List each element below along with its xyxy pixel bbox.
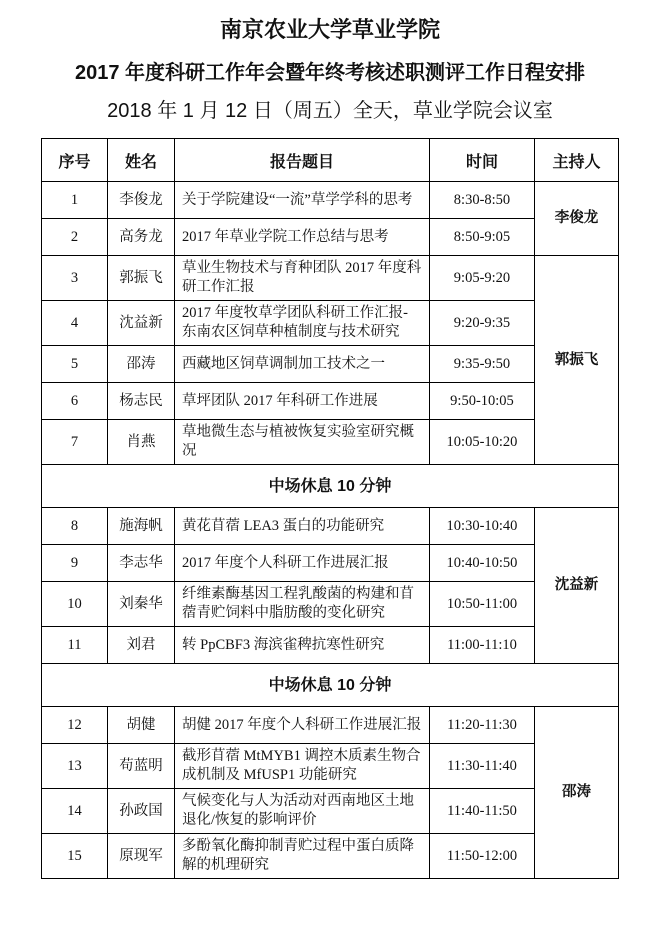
row-number-cell: 13: [42, 744, 108, 789]
row-number-cell: 12: [42, 707, 108, 744]
table-row: [42, 789, 619, 834]
table-row: [42, 545, 619, 582]
row-number-cell: 9: [42, 545, 108, 582]
row-number-cell: 5: [42, 346, 108, 383]
row-number-cell: 6: [42, 383, 108, 420]
host-cell: 李俊龙: [535, 182, 619, 256]
name-cell: 邵涛: [108, 346, 175, 383]
name-cell: 郭振飞: [108, 256, 175, 301]
topic-cell: 气候变化与人为活动对西南地区土地退化/恢复的影响评价: [175, 789, 430, 834]
name-cell: 胡健: [108, 707, 175, 744]
topic-cell: 多酚氧化酶抑制青贮过程中蛋白质降解的机理研究: [175, 834, 430, 879]
host-cell: 郭振飞: [535, 256, 619, 465]
name-cell: 沈益新: [108, 301, 175, 346]
break-label: 中场休息 10 分钟: [42, 465, 619, 508]
row-number-cell: 2: [42, 219, 108, 256]
name-cell: 刘秦华: [108, 582, 175, 627]
row-number-cell: 15: [42, 834, 108, 879]
time-cell: 8:30-8:50: [430, 182, 535, 219]
table-row: [42, 508, 619, 545]
time-cell: 11:50-12:00: [430, 834, 535, 879]
topic-cell: 草业生物技术与育种团队 2017 年度科研工作汇报: [175, 256, 430, 301]
row-number-cell: 14: [42, 789, 108, 834]
row-number-cell: 8: [42, 508, 108, 545]
topic-cell: 2017 年度牧草学团队科研工作汇报-东南农区饲草种植制度与技术研究: [175, 301, 430, 346]
table-row: [42, 420, 619, 465]
row-number-cell: 4: [42, 301, 108, 346]
row-number-cell: 1: [42, 182, 108, 219]
topic-cell: 草地微生态与植被恢复实验室研究概况: [175, 420, 430, 465]
schedule-table: [41, 138, 619, 879]
time-cell: 11:20-11:30: [430, 707, 535, 744]
break-row: [42, 465, 619, 508]
time-cell: 9:20-9:35: [430, 301, 535, 346]
row-number-cell: 10: [42, 582, 108, 627]
name-cell: 高务龙: [108, 219, 175, 256]
topic-cell: 关于学院建设“一流”草学学科的思考: [175, 182, 430, 219]
table-row: [42, 182, 619, 219]
time-cell: 10:40-10:50: [430, 545, 535, 582]
document-header: [0, 0, 660, 124]
column-header-3: 报告题目: [175, 139, 430, 182]
time-cell: 11:30-11:40: [430, 744, 535, 789]
name-cell: 施海帆: [108, 508, 175, 545]
table-row: [42, 707, 619, 744]
host-cell: 邵涛: [535, 707, 619, 879]
break-label: 中场休息 10 分钟: [42, 664, 619, 707]
table-row: [42, 383, 619, 420]
name-cell: 原现军: [108, 834, 175, 879]
topic-cell: 草坪团队 2017 年科研工作进展: [175, 383, 430, 420]
topic-cell: 转 PpCBF3 海滨雀稗抗寒性研究: [175, 627, 430, 664]
name-cell: 苟蓝明: [108, 744, 175, 789]
table-row: [42, 744, 619, 789]
doc-subtitle: 2017 年度科研工作年会暨年终考核述职测评工作日程安排: [74, 62, 586, 84]
name-cell: 肖燕: [108, 420, 175, 465]
table-row: [42, 256, 619, 301]
column-header-4: 时间: [430, 139, 535, 182]
doc-dateline: 2018 年 1 月 12 日（周五）全天，草业学院会议室: [107, 100, 553, 122]
name-cell: 孙政国: [108, 789, 175, 834]
table-row: [42, 346, 619, 383]
time-cell: 10:05-10:20: [430, 420, 535, 465]
column-header-5: 主持人: [535, 139, 619, 182]
time-cell: 11:00-11:10: [430, 627, 535, 664]
time-cell: 9:50-10:05: [430, 383, 535, 420]
topic-cell: 2017 年草业学院工作总结与思考: [175, 219, 430, 256]
name-cell: 刘君: [108, 627, 175, 664]
column-header-1: 序号: [42, 139, 108, 182]
table-row: [42, 834, 619, 879]
name-cell: 杨志民: [108, 383, 175, 420]
doc-title: 南京农业大学草业学院: [219, 17, 440, 42]
table-row: [42, 627, 619, 664]
topic-cell: 2017 年度个人科研工作进展汇报: [175, 545, 430, 582]
table-row: [42, 582, 619, 627]
name-cell: 李志华: [108, 545, 175, 582]
break-row: [42, 664, 619, 707]
topic-cell: 胡健 2017 年度个人科研工作进展汇报: [175, 707, 430, 744]
topic-cell: 纤维素酶基因工程乳酸菌的构建和苜蓿青贮饲料中脂肪酸的变化研究: [175, 582, 430, 627]
topic-cell: 黄花苜蓿 LEA3 蛋白的功能研究: [175, 508, 430, 545]
time-cell: 11:40-11:50: [430, 789, 535, 834]
column-header-2: 姓名: [108, 139, 175, 182]
time-cell: 8:50-9:05: [430, 219, 535, 256]
row-number-cell: 11: [42, 627, 108, 664]
topic-cell: 西藏地区饲草调制加工技术之一: [175, 346, 430, 383]
row-number-cell: 3: [42, 256, 108, 301]
time-cell: 9:35-9:50: [430, 346, 535, 383]
time-cell: 10:50-11:00: [430, 582, 535, 627]
table-header-row: [42, 139, 619, 182]
time-cell: 10:30-10:40: [430, 508, 535, 545]
host-cell: 沈益新: [535, 508, 619, 664]
table-row: [42, 301, 619, 346]
name-cell: 李俊龙: [108, 182, 175, 219]
row-number-cell: 7: [42, 420, 108, 465]
table-row: [42, 219, 619, 256]
time-cell: 9:05-9:20: [430, 256, 535, 301]
topic-cell: 截形苜蓿 MtMYB1 调控木质素生物合成机制及 MfUSP1 功能研究: [175, 744, 430, 789]
